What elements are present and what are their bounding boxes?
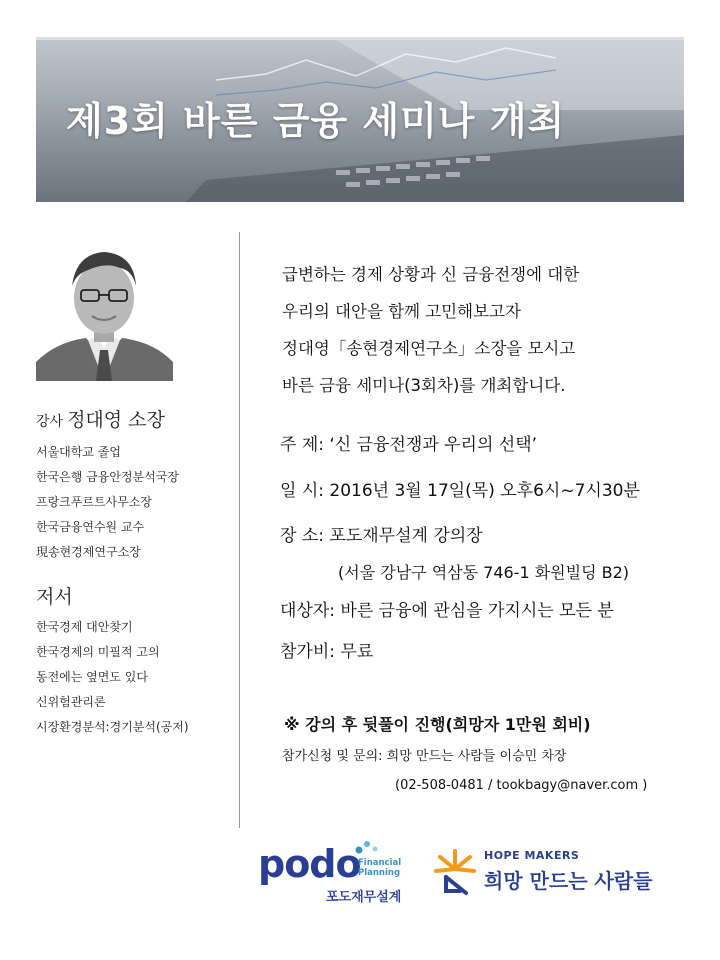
audience-label: 대상자: [280, 601, 335, 621]
time-label: 일 시: [280, 481, 324, 501]
podo-wordmark: podo [258, 842, 361, 886]
lecturer-prefix: 강사 [36, 414, 64, 430]
contact-phone-email: (02-508-0481 / tookbagy@naver.com ) [395, 778, 648, 793]
lecturer-name [36, 405, 165, 432]
podo-fin-line: Planning [358, 868, 401, 878]
audience-row [280, 596, 614, 621]
intro-line: 바른 금융 세미나(3회차)를 개최합니다. [282, 376, 566, 395]
career-item: 한국금융연수원 교수 [36, 520, 145, 534]
column-divider [239, 232, 240, 828]
place-value: 포도재무설계 강의장 [329, 526, 483, 546]
hope-makers-logo [432, 845, 682, 905]
contact-text: 참가신청 및 문의: 희망 만드는 사람들 이승민 차장 [282, 749, 567, 764]
fee-value: 무료 [340, 642, 374, 662]
afterparty-note: ※ 강의 후 뒷풀이 진행(희망자 1만원 회비) [284, 715, 591, 734]
place-label: 장 소: [280, 526, 324, 546]
career-item: 한국은행 금융안정분석국장 [36, 470, 179, 484]
time-row [280, 476, 640, 501]
book-item: 동전에는 옆면도 있다 [36, 670, 148, 684]
podo-fin-line: Financial [358, 858, 402, 868]
podo-korean-name: 포도재무설계 [326, 890, 402, 905]
hope-burst-icon [432, 847, 478, 897]
intro-paragraph [282, 256, 579, 404]
topic-label: 주 제: [280, 435, 324, 455]
book-item: 시장환경분석:경기분석(공저) [36, 720, 189, 734]
career-item: 現송현경제연구소장 [36, 545, 141, 559]
book-item: 한국경제의 미필적 고의 [36, 645, 160, 659]
header-banner [36, 37, 684, 202]
topic-value: ‘신 금융전쟁과 우리의 선택’ [329, 435, 538, 455]
intro-line: 우리의 대안을 함께 고민해보고자 [282, 302, 521, 321]
podo-financial-planning [358, 858, 401, 878]
fee-row [280, 637, 373, 662]
hope-makers-en: HOPE MAKERS [484, 849, 580, 862]
career-item: 서울대학교 졸업 [36, 445, 121, 459]
intro-line: 정대영「송현경제연구소」소장을 모시고 [282, 339, 576, 358]
lecturer-fullname: 정대영 소장 [67, 409, 165, 431]
place-row [280, 521, 483, 546]
books-heading: 저서 [36, 586, 73, 608]
book-item: 신위험관리론 [36, 695, 106, 709]
page-title: 제3회 바른 금융 세미나 개최 [66, 99, 566, 143]
career-item: 프랑크푸르트사무소장 [36, 495, 152, 509]
intro-line: 급변하는 경제 상황과 신 금융전쟁에 대한 [282, 265, 580, 284]
audience-value: 바른 금융에 관심을 가지시는 모든 분 [340, 601, 614, 621]
book-item: 한국경제 대안찾기 [36, 620, 133, 634]
hope-makers-kr: 희망 만드는 사람들 [484, 869, 653, 893]
time-value: 2016년 3월 17일(목) 오후6시~7시30분 [329, 481, 640, 501]
lecturer-career-list [36, 440, 179, 565]
place-address: (서울 강남구 역삼동 746-1 화원빌딩 B2) [338, 563, 630, 582]
podo-logo [258, 838, 418, 908]
fee-label: 참가비: [280, 642, 335, 662]
lecturer-photo [36, 240, 173, 381]
topic-row [280, 430, 537, 455]
books-list [36, 615, 189, 740]
